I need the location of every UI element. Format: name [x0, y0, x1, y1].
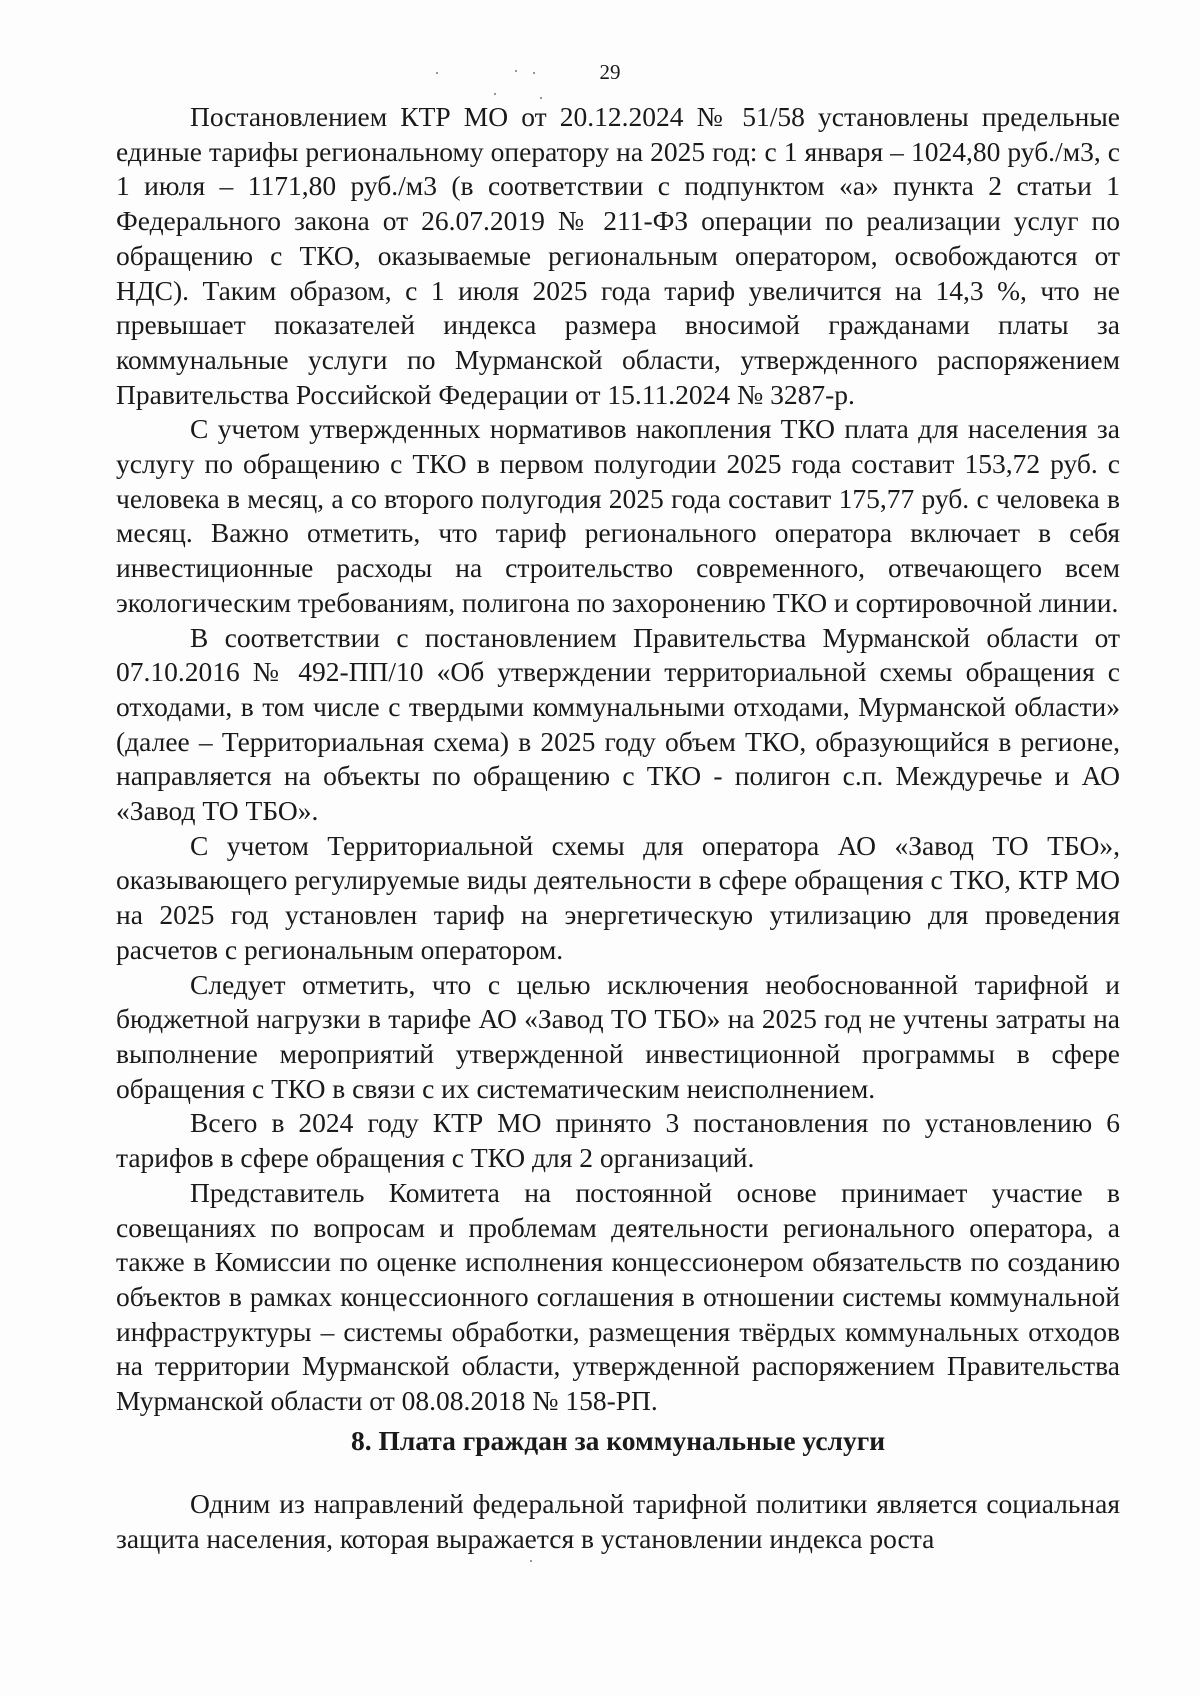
paragraph: Представитель Комитета на постоянной основе принимает участие в совещаниях по вопросам и проблемам деятельности регионального оператора, а также в Комиссии по оценке исполнения концессионером обязательств по созданию объектов в рамках концессионного соглашения в отношении системы коммунальной инфраструктуры – системы обработки, размещения твёрдых коммунальных отходов на территории Мурманской области, утвержденной распоряжением Правительства Мурманской области от 08.08.2018 № 158-РП. — [116, 1176, 1120, 1417]
scan-speck — [530, 1560, 532, 1562]
page-number: 29 — [599, 60, 621, 84]
paragraph: Следует отметить, что с целью исключения необоснованной тарифной и бюджетной нагрузки в тарифе АО «Завод ТО ТБО» на 2025 год не учтены затраты на выполнение мероприятий утвержденной инвестиционной программы в сфере обращения с ТКО в связи с их систематическим неисполнением. — [116, 968, 1120, 1104]
scan-speck — [494, 93, 496, 95]
scan-speck — [515, 70, 517, 72]
scan-speck — [436, 72, 438, 74]
scan-speck — [533, 72, 535, 74]
section-body-text — [116, 1487, 1120, 1556]
section-heading: 8. Плата граждан за коммунальные услуги — [350, 1425, 886, 1456]
scan-speck — [540, 97, 542, 99]
paragraph: С учетом Территориальной схемы для оператора АО «Завод ТО ТБО», оказывающего регулируемые виды деятельности в сфере обращения с ТКО, КТР МО на 2025 год установлен тариф на энергетическую утилизацию для проведения расчетов с региональным оператором. — [116, 829, 1120, 965]
body-text — [116, 100, 1120, 1419]
paragraph: Одним из направлений федеральной тарифной политики является социальная защита населения, которая выражается в установлении индекса роста — [116, 1488, 1120, 1554]
paragraph: С учетом утвержденных нормативов накопления ТКО плата для населения за услугу по обращению с ТКО в первом полугодии 2025 года составит 153,72 руб. с человека в месяц, а со второго полугодия 2025 года составит 175,77 руб. с человека в месяц. Важно отметить, что тариф регионального оператора включает в себя инвестиционные расходы на строительство современного, отвечающего всем экологическим требованиям, полигона по захоронению ТКО и сортировочной линии. — [116, 413, 1120, 618]
paragraph: В соответствии с постановлением Правительства Мурманской области от 07.10.2016 № 492-ПП/10 «Об утверждении территориальной схемы обращения с отходами, в том числе с твердыми коммунальными отходами, Мурманской области» (далее – Территориальная схема) в 2025 году объем ТКО, образующийся в регионе, направляется на объекты по обращению с ТКО - полигон с.п. Междуречье и АО «Завод ТО ТБО». — [116, 621, 1120, 827]
paragraph: Всего в 2024 году КТР МО принято 3 постановления по установлению 6 тарифов в сфере обращения с ТКО для 2 организаций. — [116, 1107, 1120, 1174]
paragraph: Постановлением КТР МО от 20.12.2024 № 51/58 установлены предельные единые тарифы региональному оператору на 2025 год: с 1 января – 1024,80 руб./м3, с 1 июля – 1171,80 руб./м3 (в соответствии с подпунктом «а» пункта 2 статьи 1 Федерального закона от 26.07.2019 № 211-ФЗ операции по реализации услуг по обращению с ТКО, оказываемые региональным оператором, освобождаются от НДС). Таким образом, с 1 июля 2025 года тариф увеличится на 14,3 %, что не превышает показателей индекса размера вносимой гражданами платы за коммунальные услуги по Мурманской области, утвержденного распоряжением Правительства Российской Федерации от 15.11.2024 № 3287-р. — [116, 101, 1120, 410]
